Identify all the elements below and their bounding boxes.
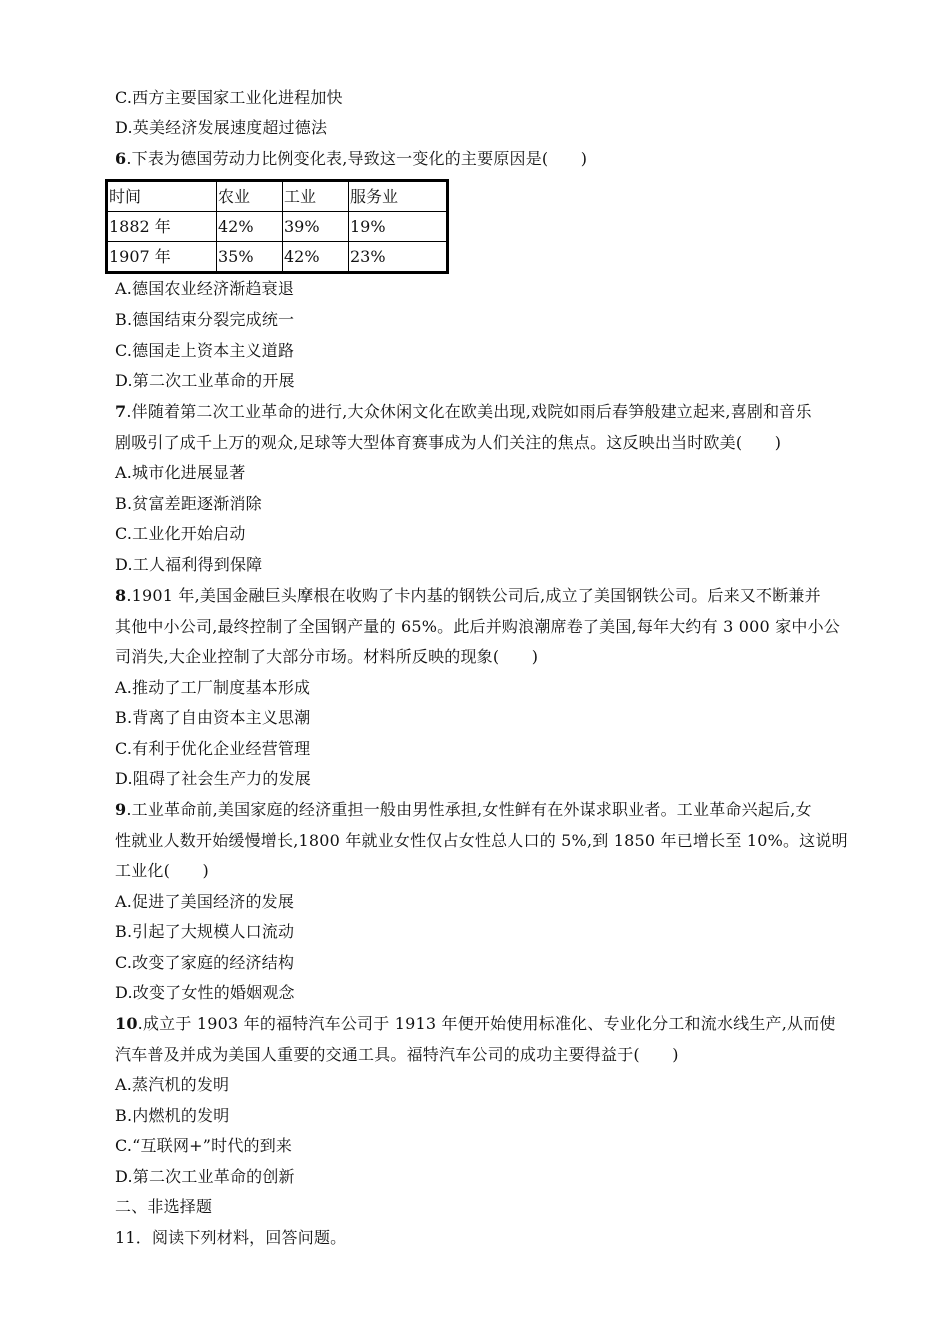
table-row [107,212,448,242]
q9-stem-line3: 工业化( ) [115,861,209,880]
table-cell: 39% [283,212,349,242]
q7-option-b: B.贫富差距逐渐消除 [115,494,262,513]
q9-option-c: C.改变了家庭的经济结构 [115,953,295,972]
table-cell: 42% [283,242,349,273]
q9-option-d: D.改变了女性的婚姻观念 [115,983,295,1002]
q10-stem-line2: 汽车普及并成为美国人重要的交通工具。福特汽车公司的成功主要得益于( ) [115,1045,679,1064]
q6-stem [115,149,587,169]
q7-option-d: D.工人福利得到保障 [115,555,263,574]
table-header-row [107,181,448,212]
q8-stem-text: .1901 年,美国金融巨头摩根在收购了卡内基的钢铁公司后,成立了美国钢铁公司。后来又不断兼并 [126,586,821,605]
q5-option-c: C.西方主要国家工业化进程加快 [115,88,343,107]
q8-stem-line2: 其他中小公司,最终控制了全国钢产量的 65%。此后并购浪潮席卷了美国,每年大约有 3 000 家中小公 [115,617,840,636]
q10-option-c: C.“互联网+”时代的到来 [115,1136,293,1155]
table-cell: 1907 年 [107,242,217,273]
q6-option-a: A.德国农业经济渐趋衰退 [115,279,295,298]
q8-option-c: C.有利于优化企业经营管理 [115,739,311,758]
q9-stem-line2: 性就业人数开始缓慢增长,1800 年就业女性仅占女性总人口的 5%,到 1850 年已增长至 10%。这说明 [115,831,848,850]
q11-stem: 11．阅读下列材料，回答问题。 [115,1228,347,1247]
q9-stem-line1 [115,800,812,820]
q8-option-d: D.阻碍了社会生产力的发展 [115,769,311,788]
q8-option-a: A.推动了工厂制度基本形成 [115,678,311,697]
q10-option-d: D.第二次工业革命的创新 [115,1167,295,1186]
table-header-cell: 服务业 [349,181,448,212]
section-title: 二、非选择题 [115,1197,213,1216]
q9-option-a: A.促进了美国经济的发展 [115,892,295,911]
q5-option-d: D.英美经济发展速度超过德法 [115,118,328,137]
q7-number: 7 [115,402,127,421]
q6-number: 6 [115,149,127,168]
table-cell: 42% [217,212,283,242]
table-cell: 23% [349,242,448,273]
table-cell: 1882 年 [107,212,217,242]
q8-option-b: B.背离了自由资本主义思潮 [115,708,311,727]
q10-option-a: A.蒸汽机的发明 [115,1075,230,1094]
q7-option-a: A.城市化进展显著 [115,463,246,482]
q8-stem-line1 [115,586,821,606]
q8-stem-line3: 司消失,大企业控制了大部分市场。材料所反映的现象( ) [115,647,539,666]
labor-ratio-table [105,179,449,274]
q7-stem-line1 [115,402,812,422]
q10-stem-line1 [115,1014,836,1034]
q7-stem-text: .伴随着第二次工业革命的进行,大众休闲文化在欧美出现,戏院如雨后春笋般建立起来,喜剧和音乐 [126,402,812,421]
q7-stem-line2: 剧吸引了成千上万的观众,足球等大型体育赛事成为人们关注的焦点。这反映出当时欧美( ) [115,433,782,452]
q10-option-b: B.内燃机的发明 [115,1106,230,1125]
q9-number: 9 [115,800,127,819]
table-row [107,242,448,273]
q9-option-b: B.引起了大规模人口流动 [115,922,295,941]
q10-number: 10 [115,1014,138,1033]
table-header-cell: 时间 [107,181,217,212]
table-header-cell: 工业 [283,181,349,212]
table-cell: 35% [217,242,283,273]
table-cell: 19% [349,212,448,242]
q9-stem-text: .工业革命前,美国家庭的经济重担一般由男性承担,女性鲜有在外谋求职业者。工业革命兴起后,女 [126,800,812,819]
q6-option-d: D.第二次工业革命的开展 [115,371,295,390]
table-header-cell: 农业 [217,181,283,212]
q8-number: 8 [115,586,127,605]
q7-option-c: C.工业化开始启动 [115,524,246,543]
q6-option-b: B.德国结束分裂完成统一 [115,310,295,329]
q10-stem-text: .成立于 1903 年的福特汽车公司于 1913 年便开始使用标准化、专业化分工和流水线生产,从而使 [137,1014,836,1033]
q6-stem-text: .下表为德国劳动力比例变化表,导致这一变化的主要原因是( ) [126,149,588,168]
q6-option-c: C.德国走上资本主义道路 [115,341,295,360]
